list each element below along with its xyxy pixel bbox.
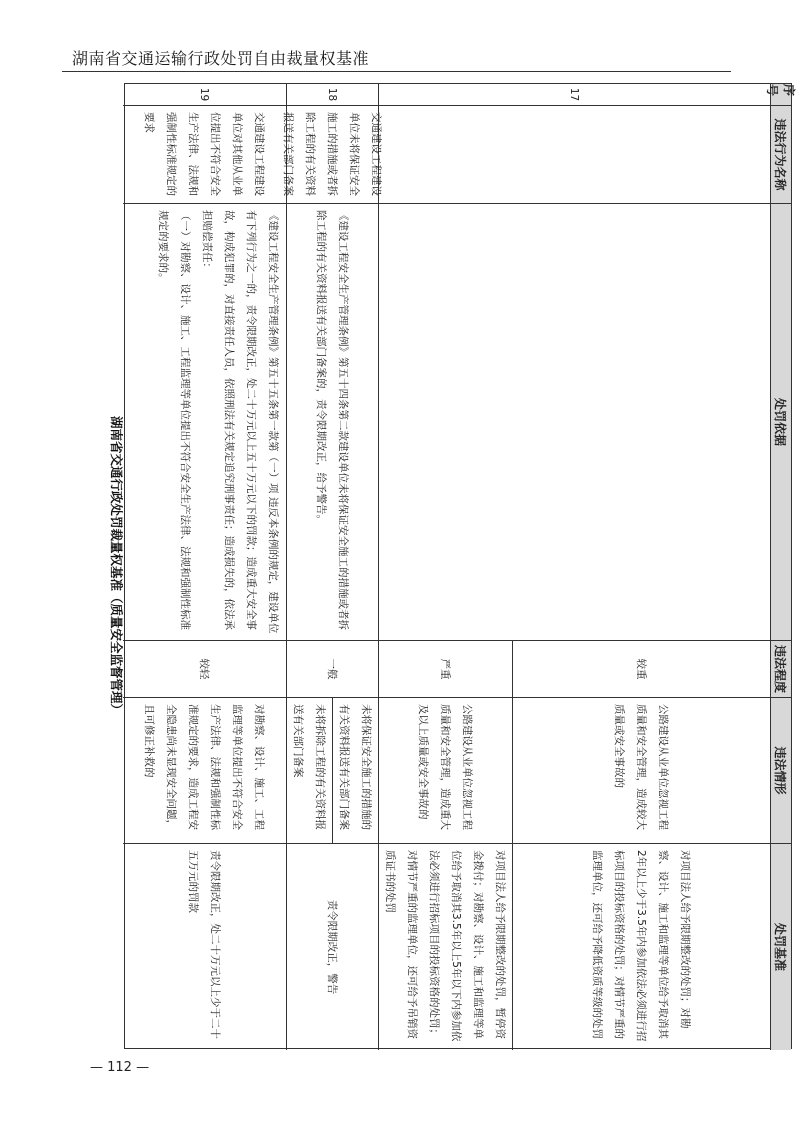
row-17-situation-2-text: 公路建设从业单位忽视工程质量和安全管理，造成重大及以上质量或安全事故的 [417,704,474,830]
col-header-situation: 违法情形 [770,698,791,844]
row-18-situation-a [332,698,378,844]
row-17-situation-1-text: 公路建设从业单位忽视工程质量和安全管理，造成较大质量或安全事故的 [613,704,670,830]
row-17-basis [378,204,770,641]
row-18-no: 18 [286,84,378,106]
row-18-degree: 一般 [286,641,378,698]
row-17-degree-1: 较重 [512,641,770,698]
row-19-penalty-text: 责令限期改正，处二十万元以上少于二十五万元的罚款 [187,850,222,1039]
row-19-situation [123,698,286,844]
row-18-name-text: 交通建设工程建设单位未将保证安全施工的措施或者拆除工程的有关资料报送有关部门备案 [282,112,383,196]
row-18-situation-a-text: 未将保证安全施工的措施的有关资料报送有关部门备案 [338,704,373,830]
row-19-name [123,106,286,204]
col-header-degree: 违法程度 [770,641,791,698]
col-header-penalty: 处罚基准 [770,844,791,1050]
row-17-penalty-2 [378,844,512,1050]
row-17-name [378,106,770,204]
row-18-basis [286,204,378,641]
row-18-basis-text: 《建设工程安全生产管理条例》第五十四条第二款建设单位未将保证安全施工的措施或者拆除工程的有关资料报送有关部门备案的，责令限期改正，给予警告。 [315,210,350,630]
row-19-degree: 较轻 [123,641,286,698]
row-17-degree-2: 严重 [378,641,512,698]
rotated-table-page [109,83,796,1049]
row-18-situation-b [286,698,332,844]
col-header-name: 违法行为名称 [770,106,791,204]
col-header-basis: 处罚依据 [770,204,791,641]
row-19-penalty [123,844,286,1050]
row-18-situation-b-text: 未将拆除工程的有关资料报送有关部门备案 [292,704,327,830]
row-17-penalty-2-text: 对项目法人给予限期整改的处罚，暂停资金拨付；对勘察、设计、施工和监理等单位给予取消其3.5年以上5年以下内参加依法必须进行招标项目的投标资格的处罚；对情节严重的监理单位，还可给予吊销资质证书的处罚 [384,850,507,1042]
row-19-no: 19 [123,84,286,106]
row-19-situation-text: 对勘察、设计、施工、工程监理等单位提出不符合安全生产法律、法规和强制性标准规定的要求，造成工程安全隐患尚未显现安全问题，且可修正补救的 [143,704,266,830]
running-header-title: 湖南省交通运输行政处罚自由裁量权基准 [72,49,370,68]
table-title: 湖南省交通行政处罚裁量权基准（质量安全监督管理） [109,415,124,716]
row-17-situation-2 [378,698,512,844]
header-rule [62,71,731,72]
penalty-table [124,83,796,1049]
col-header-no: 序号 [770,84,791,106]
row-19-basis [123,204,286,641]
row-18-penalty: 责令限期改正，警告 [286,844,378,1050]
row-17-situation-1 [512,698,770,844]
row-17-penalty-1 [512,844,770,1050]
row-19-basis-text: 《建设工程安全生产管理条例》第五十五条第一款第（一）项 违反本条例的规定，建设单位有下列行为之一的，责令限期改正，处二十万元以上五十万元以下的罚款；造成重大安全事故，构成犯罪的，对直接责任人员，依照刑法有关规定追究刑事责任；造成损失的，依法承担赔偿责任： [201,210,279,634]
row-17-penalty-1-text: 对项目法人给予限期整改的处罚；对勘察、设计、施工和监理等单位给予取消其2年以上少于3.5年内参加依法必须进行招标项目的投标资格的处罚；对情节严重的监理单位，还可给予降低资质等级的处罚 [591,850,692,1042]
row-19-name-text: 交通建设工程建设单位对其他从业单位提出不符合安全生产法律、法规和强制性标准规定的要求 [143,112,266,196]
page-number: — 112 — [90,1060,150,1075]
row-19-basis-item: （一）对勘察、设计、施工、工程监理等单位提出不符合安全生产法律、法规和强制性标准规定的要求的。 [157,210,191,630]
row-18-name [282,106,383,204]
row-17-no: 17 [378,84,770,106]
